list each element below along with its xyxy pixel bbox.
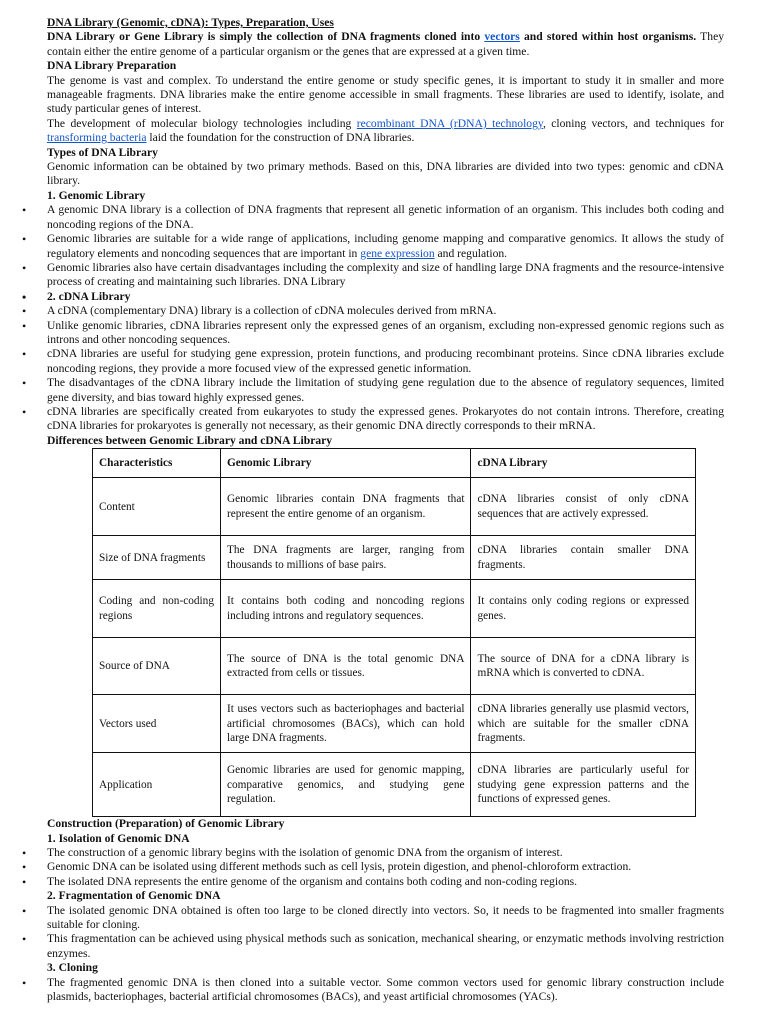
list-item: • cDNA libraries are useful for studying gene expression, protein functions, and producing recombinant proteins. Since cDNA libraries exclude noncoding regions, they provide a more focused view of the expressed genetic information. xyxy=(47,347,724,376)
page-title: DNA Library (Genomic, cDNA): Types, Preparation, Uses xyxy=(47,16,334,29)
list-item: • A cDNA (complementary DNA) library is a collection of cDNA molecules derived from mRNA. xyxy=(47,304,724,318)
cell-text: Content xyxy=(99,500,135,513)
link-vectors[interactable]: vectors xyxy=(484,30,520,44)
table-cell xyxy=(220,638,471,695)
table-cell xyxy=(471,638,696,695)
cell-text: Vectors used xyxy=(99,717,157,730)
cell-text: Size of DNA fragments xyxy=(99,551,206,564)
genomic-library-list xyxy=(47,203,724,289)
prep-text-c: laid the foundation for the construction of DNA libraries. xyxy=(146,131,415,145)
table-cell xyxy=(93,638,221,695)
table-cell xyxy=(471,580,696,638)
list-item: • A genomic DNA library is a collection of DNA fragments that represent all genetic information of an organism. This includes both coding and noncoding regions of the DNA. xyxy=(47,203,724,232)
cell-text: Application xyxy=(99,778,153,791)
list-item-text: Genomic libraries are suitable for a wide range of applications, including genome mapping and comparative genomics. It allows the study of regulatory elements and noncoding sequences that are important in xyxy=(47,232,724,260)
table-cell xyxy=(93,536,221,580)
cell-text: The DNA fragments are larger, ranging from thousands to millions of base pairs. xyxy=(226,544,465,571)
table-row xyxy=(93,638,696,695)
link-rdna-technology[interactable]: recombinant DNA (rDNA) technology xyxy=(356,116,543,130)
table-cell xyxy=(93,580,221,638)
table-header-row xyxy=(93,449,696,478)
list-item: • Genomic DNA can be isolated using different methods such as cell lysis, protein digestion, and phenol-chloroform extraction. xyxy=(47,860,724,874)
list-item: • Genomic libraries also have certain disadvantages including the complexity and size of handling large DNA fragments and the resource-intensive process of creating and maintaining such libraries. DNA Library xyxy=(47,261,724,290)
differences-table xyxy=(92,448,696,817)
cell-text: Coding and non-coding regions xyxy=(99,595,214,622)
isolation-list xyxy=(47,846,724,889)
cell-text: Source of DNA xyxy=(99,660,170,673)
table-header-cell: cDNA Library xyxy=(471,449,696,478)
list-item: • Unlike genomic libraries, cDNA libraries represent only the expressed genes of an organism, excluding non-expressed genomic regions such as introns and other noncoding sequences. xyxy=(47,319,724,348)
prep-text-a: The development of molecular biology technologies including xyxy=(47,116,357,130)
table-cell xyxy=(220,695,471,753)
fragmentation-list xyxy=(47,904,724,962)
intro-bold-text-2: and stored within host organisms. xyxy=(519,30,697,44)
cell-text: cDNA libraries are particularly useful for studying gene expression patterns and the functions of expressed genes. xyxy=(477,764,689,805)
cdna-library-list xyxy=(47,304,724,434)
cell-text: cDNA libraries contain smaller DNA fragments. xyxy=(477,544,689,571)
heading-cloning: 3. Cloning xyxy=(47,961,98,975)
table-cell xyxy=(93,753,221,817)
list-item: • The construction of a genomic library begins with the isolation of genomic DNA from the organism of interest. xyxy=(47,846,724,860)
intro-paragraph xyxy=(47,30,724,59)
list-item-text-end: and regulation. xyxy=(434,246,508,260)
table-cell xyxy=(93,478,221,536)
list-item: • The isolated genomic DNA obtained is often too large to be cloned directly into vectors. So, it needs to be fragmented into smaller fragments suitable for cloning. xyxy=(47,904,724,933)
table-cell xyxy=(220,478,471,536)
table-cell xyxy=(220,753,471,817)
cloning-list xyxy=(47,976,724,1005)
table-cell xyxy=(220,536,471,580)
heading-cdna-library: • 2. cDNA Library xyxy=(47,290,724,304)
list-item: • cDNA libraries are specifically created from eukaryotes to study the expressed genes. Prokaryotes do not contain introns. Therefore, creating cDNA libraries for prokaryotes is generally not necessary, as their genomic DNA directly corresponds to their mRNA. xyxy=(47,405,724,434)
table-row xyxy=(93,695,696,753)
heading-genomic-library: 1. Genomic Library xyxy=(47,188,146,202)
list-item: • The disadvantages of the cDNA library include the limitation of studying gene regulation due to the absence of regulatory sequences, limited gene diversity, and bias toward highly expressed genes. xyxy=(47,376,724,405)
cell-text: It contains only coding regions or expressed genes. xyxy=(477,595,689,622)
table-row xyxy=(93,580,696,638)
table-row xyxy=(93,753,696,817)
table-cell xyxy=(93,695,221,753)
table-cell xyxy=(471,536,696,580)
list-item: • This fragmentation can be achieved using physical methods such as sonication, mechanical shearing, or enzymatic methods involving restriction enzymes. xyxy=(47,932,724,961)
heading-types: Types of DNA Library xyxy=(47,145,158,159)
cell-text: Genomic libraries are used for genomic mapping, comparative genomics, and studying gene regulation. xyxy=(226,764,465,805)
link-gene-expression[interactable]: gene expression xyxy=(360,246,435,260)
cell-text: The source of DNA for a cDNA library is mRNA which is converted to cDNA. xyxy=(477,652,689,680)
preparation-paragraph-2 xyxy=(47,117,724,146)
table-row xyxy=(93,536,696,580)
table-header-cell: Characteristics xyxy=(93,449,221,478)
intro-bold-text: DNA Library or Gene Library is simply the collection of DNA fragments cloned into xyxy=(47,30,485,44)
heading-construction: Construction (Preparation) of Genomic Library xyxy=(47,817,285,831)
preparation-paragraph-1: The genome is vast and complex. To understand the entire genome or study specific genes, it is important to study it in smaller and more manageable fragments. DNA libraries make the entire genome accessible in small fragments. These libraries are used to identify, isolate, and study particular genes of interest. xyxy=(47,73,724,116)
list-item xyxy=(47,232,724,261)
table-header-cell: Genomic Library xyxy=(220,449,471,478)
cell-text: It uses vectors such as bacteriophages and bacterial artificial chromosomes (BACs), which can hold large DNA fragments. xyxy=(226,703,465,744)
list-item: • The isolated DNA represents the entire genome of the organism and contains both coding and non-coding regions. xyxy=(47,875,724,889)
link-transforming-bacteria[interactable]: transforming bacteria xyxy=(47,131,147,145)
list-item: • The fragmented genomic DNA is then cloned into a suitable vector. Some common vectors used for genomic library construction include plasmids, bacteriophages, bacterial artificial chromosomes (BACs), and yeast artificial chromosomes (YACs). xyxy=(47,976,724,1005)
intro-text: They contain either the entire genome of a particular organism or the genes that are expressed at a given time. xyxy=(47,30,725,58)
cdna-heading-list xyxy=(47,290,724,304)
cell-text: cDNA libraries generally use plasmid vectors, which are suitable for the smaller cDNA fragments. xyxy=(477,703,689,744)
heading-isolation: 1. Isolation of Genomic DNA xyxy=(47,831,190,845)
cell-text: cDNA libraries consist of only cDNA sequences that are actively expressed. xyxy=(477,493,689,520)
heading-preparation: DNA Library Preparation xyxy=(47,59,177,73)
types-paragraph: Genomic information can be obtained by two primary methods. Based on this, DNA libraries are divided into two types: genomic and cDNA library. xyxy=(47,160,724,188)
document-page xyxy=(47,16,724,1004)
heading-differences: Differences between Genomic Library and cDNA Library xyxy=(47,433,333,447)
table-cell xyxy=(471,753,696,817)
table-row xyxy=(93,478,696,536)
table-cell xyxy=(471,478,696,536)
cell-text: It contains both coding and noncoding regions including introns and regulatory sequences. xyxy=(226,595,465,622)
cell-text: Genomic libraries contain DNA fragments that represent the entire genome of an organism. xyxy=(226,493,465,520)
cell-text: The source of DNA is the total genomic DNA extracted from cells or tissues. xyxy=(226,652,465,680)
table-cell xyxy=(471,695,696,753)
prep-text-b: , cloning vectors, and techniques for xyxy=(542,116,724,130)
table-cell xyxy=(220,580,471,638)
heading-fragmentation: 2. Fragmentation of Genomic DNA xyxy=(47,889,221,903)
